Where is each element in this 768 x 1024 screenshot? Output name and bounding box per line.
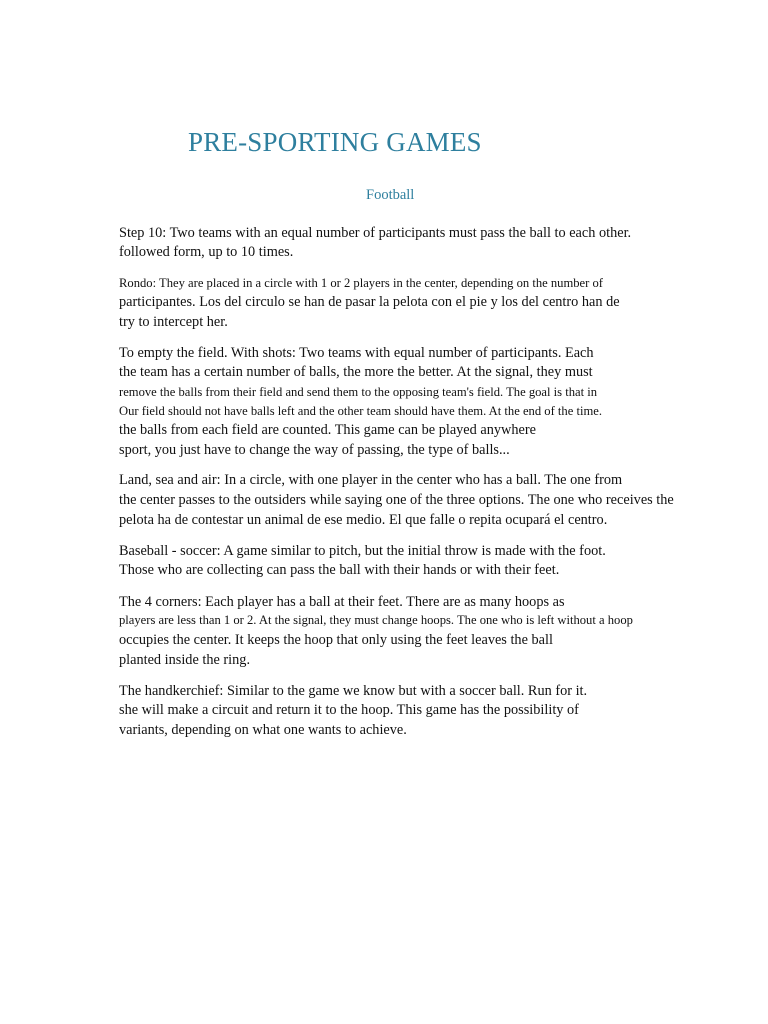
text-line: Baseball - soccer: A game similar to pitch, but the initial throw is made with the foot. xyxy=(119,543,606,559)
text-line: sport, you just have to change the way of passing, the type of balls... xyxy=(119,442,510,458)
text-line: Those who are collecting can pass the ball with their hands or with their feet. xyxy=(119,562,560,578)
text-line: she will make a circuit and return it to the hoop. This game has the possibility of xyxy=(119,702,579,718)
text-line: try to intercept her. xyxy=(119,314,228,330)
text-line: pelota ha de contestar un animal de ese medio. El que falle o repita ocupará el centro. xyxy=(119,512,608,528)
text-line: occupies the center. It keeps the hoop that only using the feet leaves the ball xyxy=(119,632,553,648)
text-line: the center passes to the outsiders while saying one of the three options. The one who receives the xyxy=(119,492,674,508)
text-line: the balls from each field are counted. This game can be played anywhere xyxy=(119,422,536,438)
section-subtitle: Football xyxy=(366,187,415,203)
text-line: remove the balls from their field and send them to the opposing team's field. The goal is that in xyxy=(119,385,598,399)
text-line: Rondo: They are placed in a circle with 1 or 2 players in the center, depending on the number of xyxy=(119,276,603,290)
text-line: players are less than 1 or 2. At the signal, they must change hoops. The one who is left without a hoop xyxy=(119,613,633,627)
text-line: variants, depending on what one wants to achieve. xyxy=(119,722,407,738)
text-line: To empty the field. With shots: Two teams with equal number of participants. Each xyxy=(119,345,594,361)
text-line: Our field should not have balls left and the other team should have them. At the end of the time. xyxy=(119,404,602,418)
text-line: Step 10: Two teams with an equal number of participants must pass the ball to each other. xyxy=(119,225,632,241)
text-line: the team has a certain number of balls, the more the better. At the signal, they must xyxy=(119,364,593,380)
text-line: participantes. Los del circulo se han de pasar la pelota con el pie y los del centro han de xyxy=(119,294,620,310)
page-title: PRE-SPORTING GAMES xyxy=(188,127,482,157)
text-line: The handkerchief: Similar to the game we know but with a soccer ball. Run for it. xyxy=(119,683,588,699)
text-line: Land, sea and air: In a circle, with one player in the center who has a ball. The one from xyxy=(119,472,623,488)
text-line: followed form, up to 10 times. xyxy=(119,244,294,260)
text-line: The 4 corners: Each player has a ball at their feet. There are as many hoops as xyxy=(119,594,565,610)
text-line: planted inside the ring. xyxy=(119,652,251,668)
